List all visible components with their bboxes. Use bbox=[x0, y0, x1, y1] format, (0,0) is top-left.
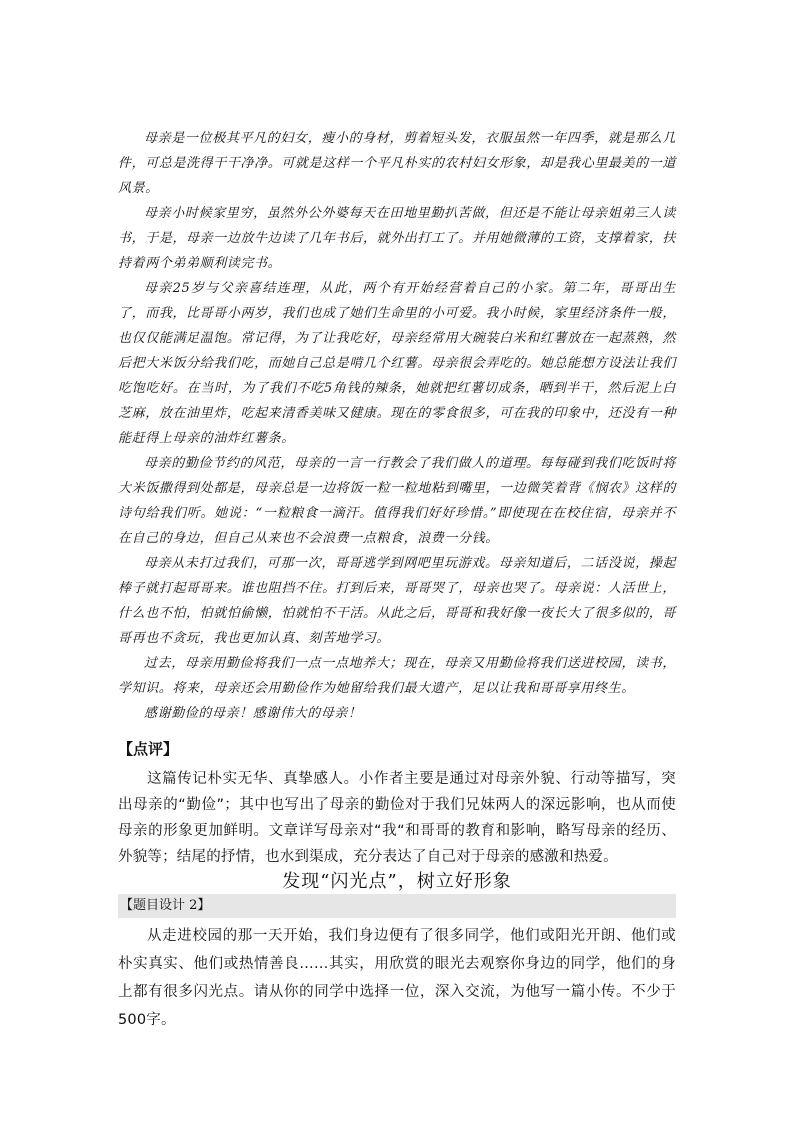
essay-paragraph: 过去，母亲用勤俭将我们一点一点地养大；现在，母亲又用勤俭将我们送进校园，读书，学知识。将来，母亲还会用勤俭作为她留给我们最大遗产，足以让我和哥哥享用终生。 bbox=[118, 656, 676, 696]
essay-paragraph: 母亲是一位极其平凡的妇女，瘦小的身材，剪着短头发，衣服虽然一年四季，就是那么几件，可总是洗得干干净净。可就是这样一个平凡朴实的农村妇女形象，却是我心里最美的一道风景。 bbox=[118, 131, 676, 196]
essay-paragraph: 母亲的勤俭节约的风范，母亲的一言一行教会了我们做人的道理。每每碰到我们吃饭时将大米饭撒得到处都是，母亲总是一边将饭一粒一粒地粘到嘴里，一边微笑着背《悯农》这样的诗句给我们听。她说：“一粒粮食一滴汗。值得我们好好珍惜。”即使现在在校住宿，母亲并不在自己的身边，但自己从来也不会浪费一点粮食，浪费一分钱。 bbox=[118, 456, 676, 546]
comment-heading: 【点评】 bbox=[118, 740, 179, 758]
topic-title: 发现“闪光点”，树立好形象 bbox=[282, 871, 512, 892]
essay-body bbox=[118, 126, 676, 726]
topic-design-label: 【题目设计 2】 bbox=[120, 898, 211, 913]
essay-paragraph: 母亲从未打过我们，可那一次，哥哥逃学到网吧里玩游戏。母亲知道后，二话没说，操起棒子就打起哥哥来。谁也阻挡不住。打到后来，哥哥哭了，母亲也哭了。母亲说：人活世上，什么也不怕，怕就怕偷懒，怕就怕不干活。从此之后，哥哥和我好像一夜长大了很多似的，哥哥再也不贪玩，我也更加认真、刻苦地学习。 bbox=[118, 556, 676, 646]
comment-text: 这篇传记朴实无华、真挚感人。小作者主要是通过对母亲外貌、行动等描写，突出母亲的“勤俭”；其中也写出了母亲的勤俭对于我们兄妹两人的深远影响，也从而使母亲的形象更加鲜明。文章详写母亲对“我“和哥哥的教育和影响，略写母亲的经历、外貌等；结尾的抒情，也水到渠成，充分表达了自己对于母亲的感激和热爱。 bbox=[118, 771, 676, 865]
topic-design-bar bbox=[118, 894, 676, 918]
topic-prompt-text: 从走进校园的那一天开始，我们身边便有了很多同学，他们或阳光开朗、他们或朴实真实、他们或热情善良……其实，用欣赏的眼光去观察你身边的同学，他们的身上都有很多闪光点。请从你的同学中选择一位，深入交流，为他写一篇小传。不少于500字。 bbox=[118, 928, 676, 1028]
essay-paragraph: 感谢勤俭的母亲！感谢伟大的母亲！ bbox=[144, 706, 362, 721]
comment-body bbox=[118, 766, 676, 870]
topic-prompt bbox=[118, 922, 676, 1034]
essay-paragraph: 母亲25岁与父亲喜结连理，从此，两个有开始经营着自己的小家。第二年，哥哥出生了，而我，比哥哥小两岁，我们也成了她们生命里的小可爱。我小时候，家里经济条件一般，也仅仅能满足温饱。常记得，为了让我吃好，母亲经常用大碗装白米和红薯放在一起蒸熟，然后把大米饭分给我们吃，而她自己总是啃几个红薯。母亲很会弄吃的。她总能想方设法让我们吃饱吃好。在当时，为了我们不吃5角钱的辣条，她就把红薯切成条，晒到半干，然后泥上白芝麻，放在油里炸，吃起来清香美味又健康。现在的零食很多，可在我的印象中，还没有一种能赶得上母亲的油炸红薯条。 bbox=[118, 281, 676, 446]
essay-paragraph: 母亲小时候家里穷，虽然外公外婆每天在田地里勤扒苦做，但还是不能让母亲姐弟三人读书，于是，母亲一边放牛边读了几年书后，就外出打工了。并用她微薄的工资，支撑着家，扶持着两个弟弟顺利读完书。 bbox=[118, 206, 676, 271]
